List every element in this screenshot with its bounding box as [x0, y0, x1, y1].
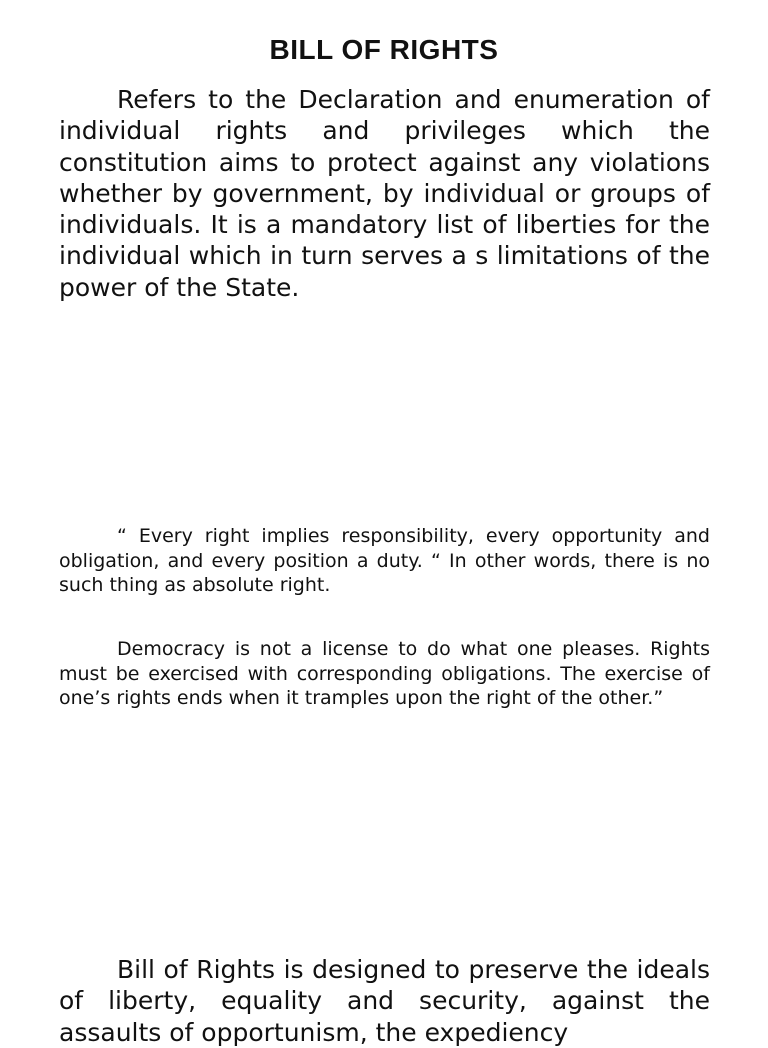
bill-of-rights-paragraph: Bill of Rights is designed to preserve the ideals of liberty, equality and security, against the assaults of opportunism, the expediency [59, 955, 710, 1047]
document-title: BILL OF RIGHTS [269, 34, 499, 65]
quote-paragraph-2: Democracy is not a license to do what one pleases. Rights must be exercised with corresponding obligations. The exercise of one’s rights ends when it tramples upon the right of the other.” [59, 638, 710, 709]
quote-paragraph-1: “ Every right implies responsibility, every opportunity and obligation, and every position a duty. “ In other words, there is no such thing as absolute right. [59, 525, 710, 596]
intro-paragraph: Refers to the Declaration and enumeration of individual rights and privileges which the constitution aims to protect against any violations whether by government, by individual or groups of individuals. It is a mandatory list of liberties for the individual which in turn serves a s limitations of the power of the State. [59, 85, 710, 302]
